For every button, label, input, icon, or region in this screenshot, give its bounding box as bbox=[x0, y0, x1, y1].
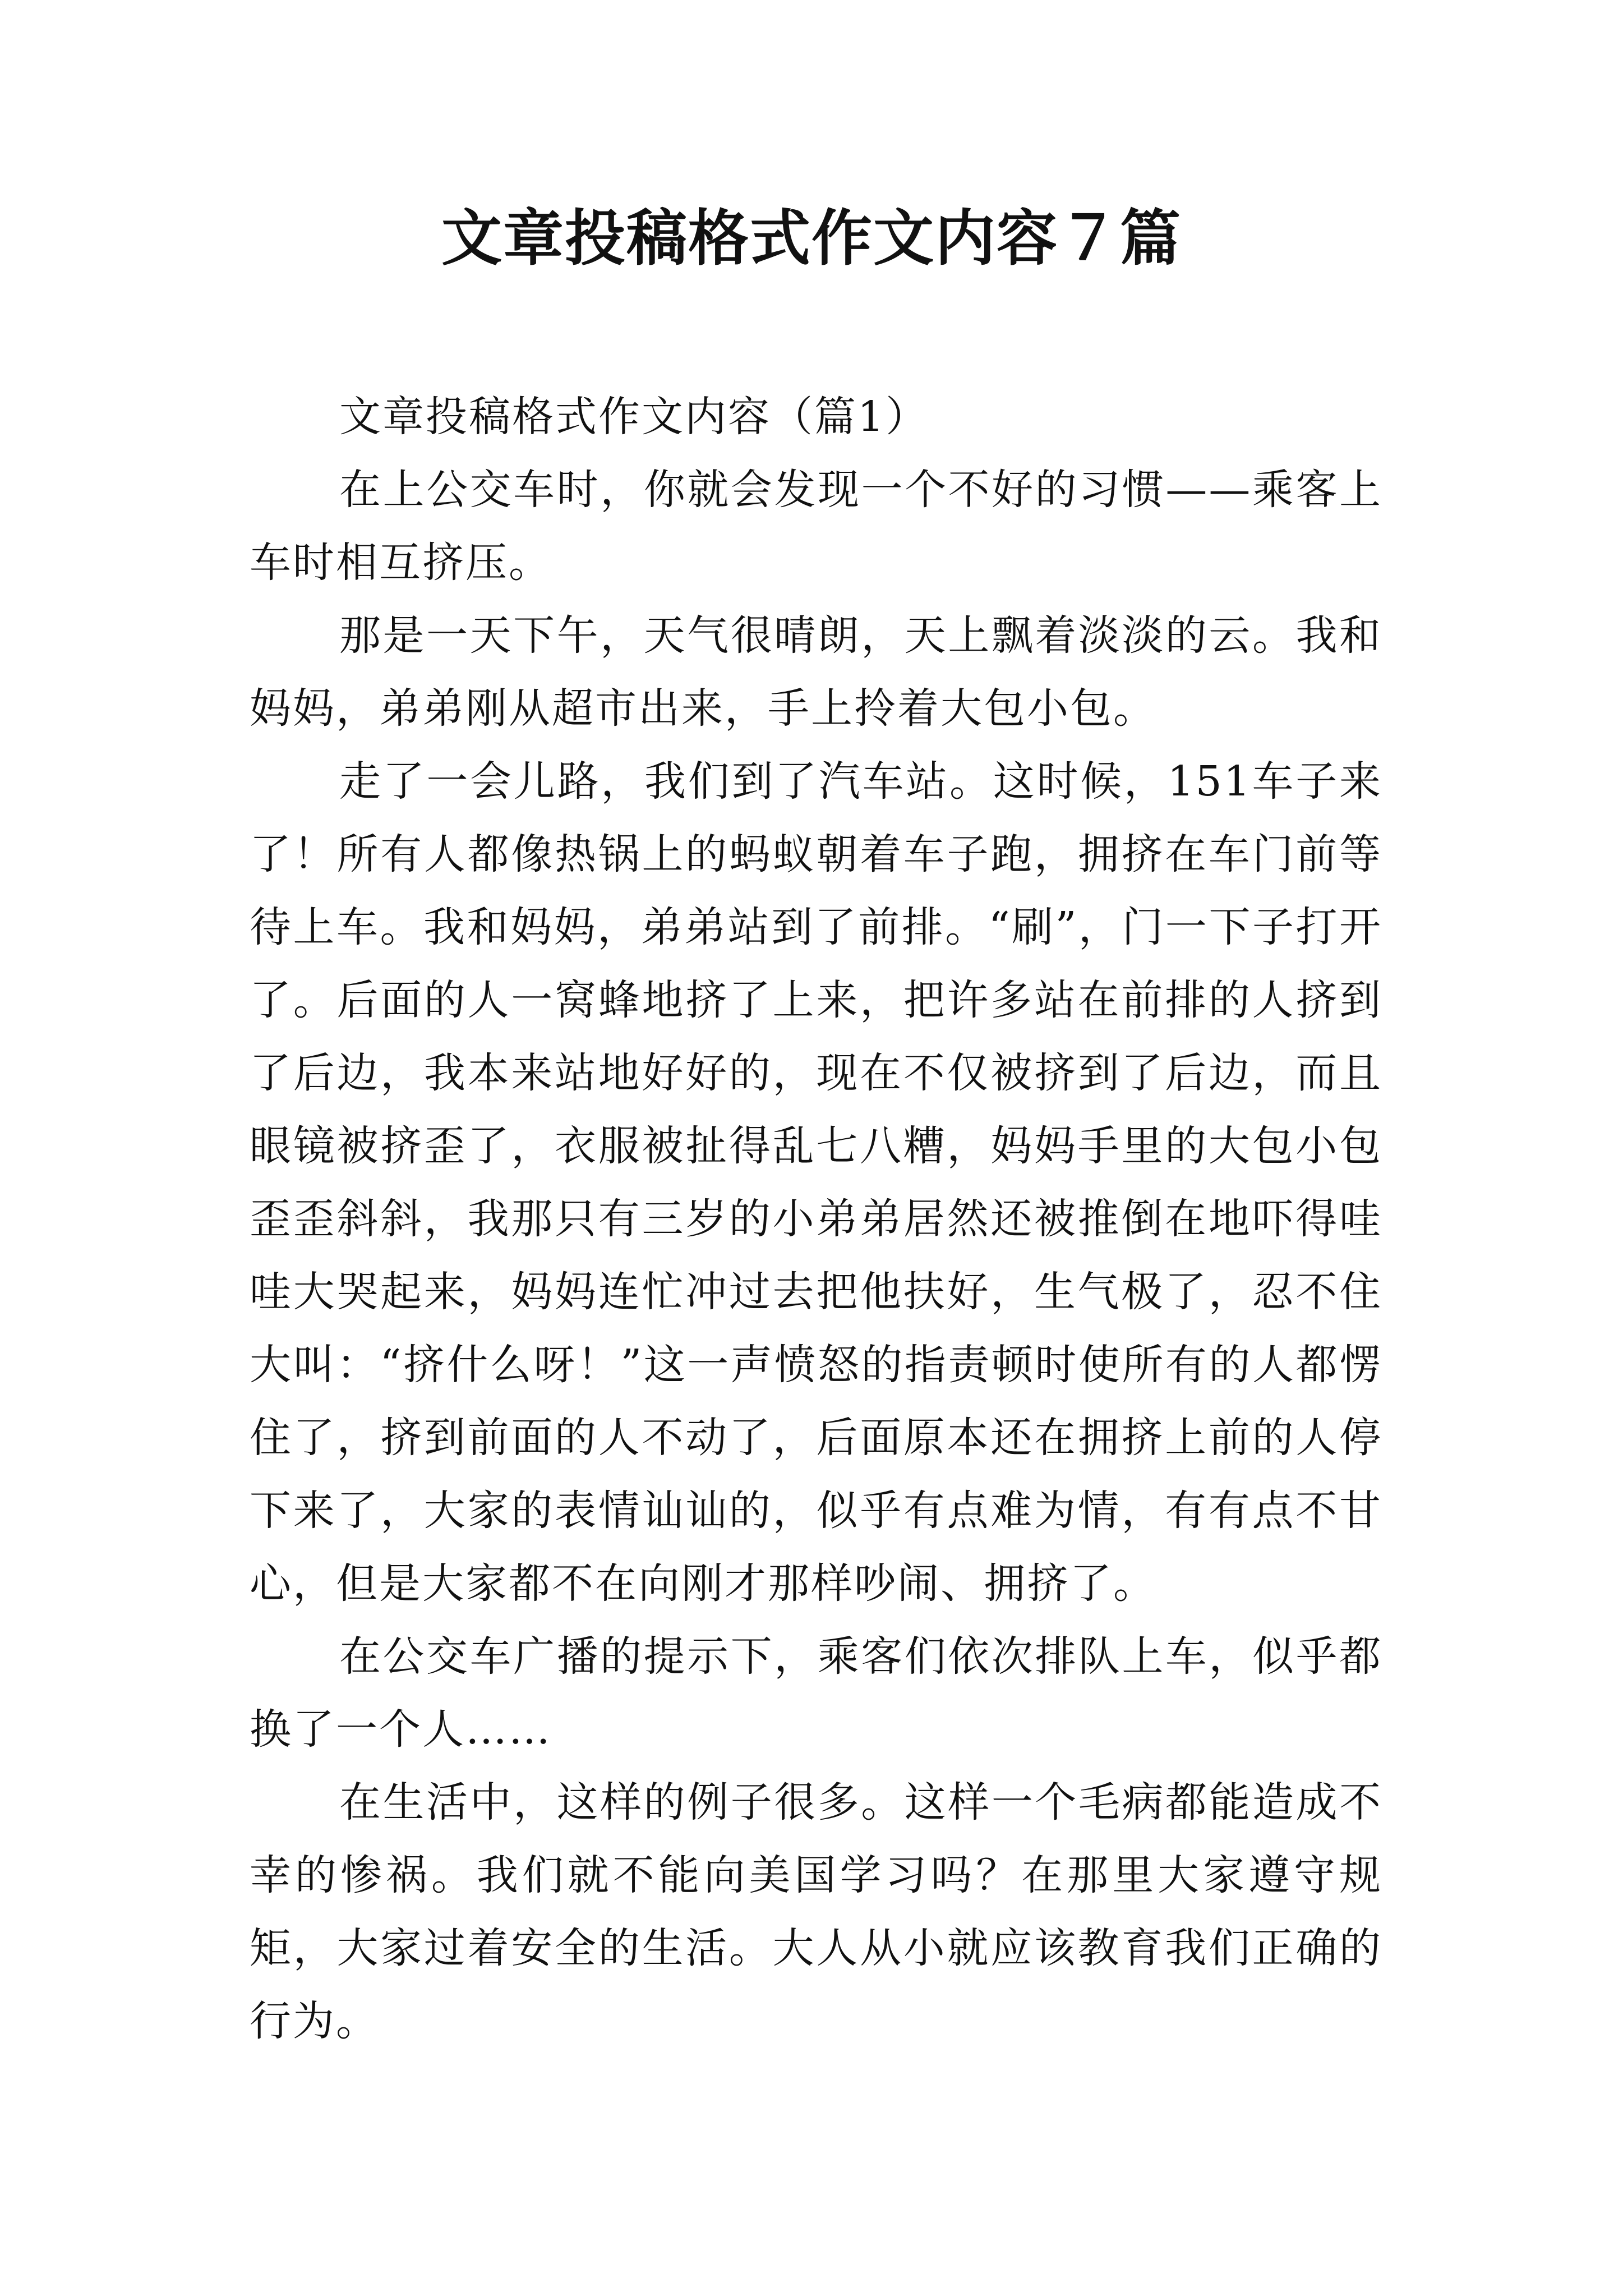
body-paragraph: 在上公交车时，你就会发现一个不好的习惯——乘客上车时相互挤压。 bbox=[250, 466, 1382, 587]
body-paragraph: 那是一天下午，天气很晴朗，天上飘着淡淡的云。我和妈妈，弟弟刚从超市出来，手上拎着大包小包。 bbox=[250, 611, 1382, 733]
body-paragraph: 走了一会儿路，我们到了汽车站。这时候，151车子来了！所有人都像热锅上的蚂蚁朝着车子跑，拥挤在车门前等待上车。我和妈妈，弟弟站到了前排。“刷”，门一下子打开了。后面的人一窝蜂地挤了上来，把许多站在前排的人挤到了后边，我本来站地好好的，现在不仅被挤到了后边，而且眼镜被挤歪了，衣服被扯得乱七八糟，妈妈手里的大包小包歪歪斜斜，我那只有三岁的小弟弟居然还被推倒在地吓得哇哇大哭起来，妈妈连忙冲过去把他扶好，生气极了，忍不住大叫：“挤什么呀！”这一声愤怒的指责顿时使所有的人都愣住了，挤到前面的人不动了，后面原本还在拥挤上前的人停下来了，大家的表情讪讪的，似乎有点难为情，有有点不甘心，但是大家都不在向刚才那样吵闹、拥挤了。 bbox=[250, 757, 1382, 1608]
body-paragraph: 在生活中，这样的例子很多。这样一个毛病都能造成不幸的惨祸。我们就不能向美国学习吗？在那里大家遵守规矩，大家过着安全的生活。大人从小就应该教育我们正确的行为。 bbox=[250, 1778, 1382, 2045]
document-title: 文章投稿格式作文内容７篇 bbox=[441, 203, 1182, 274]
document-body bbox=[250, 380, 1382, 2058]
section-heading: 文章投稿格式作文内容（篇1） bbox=[339, 393, 929, 441]
body-paragraph: 在公交车广播的提示下，乘客们依次排队上车，似乎都换了一个人…… bbox=[250, 1632, 1382, 1754]
